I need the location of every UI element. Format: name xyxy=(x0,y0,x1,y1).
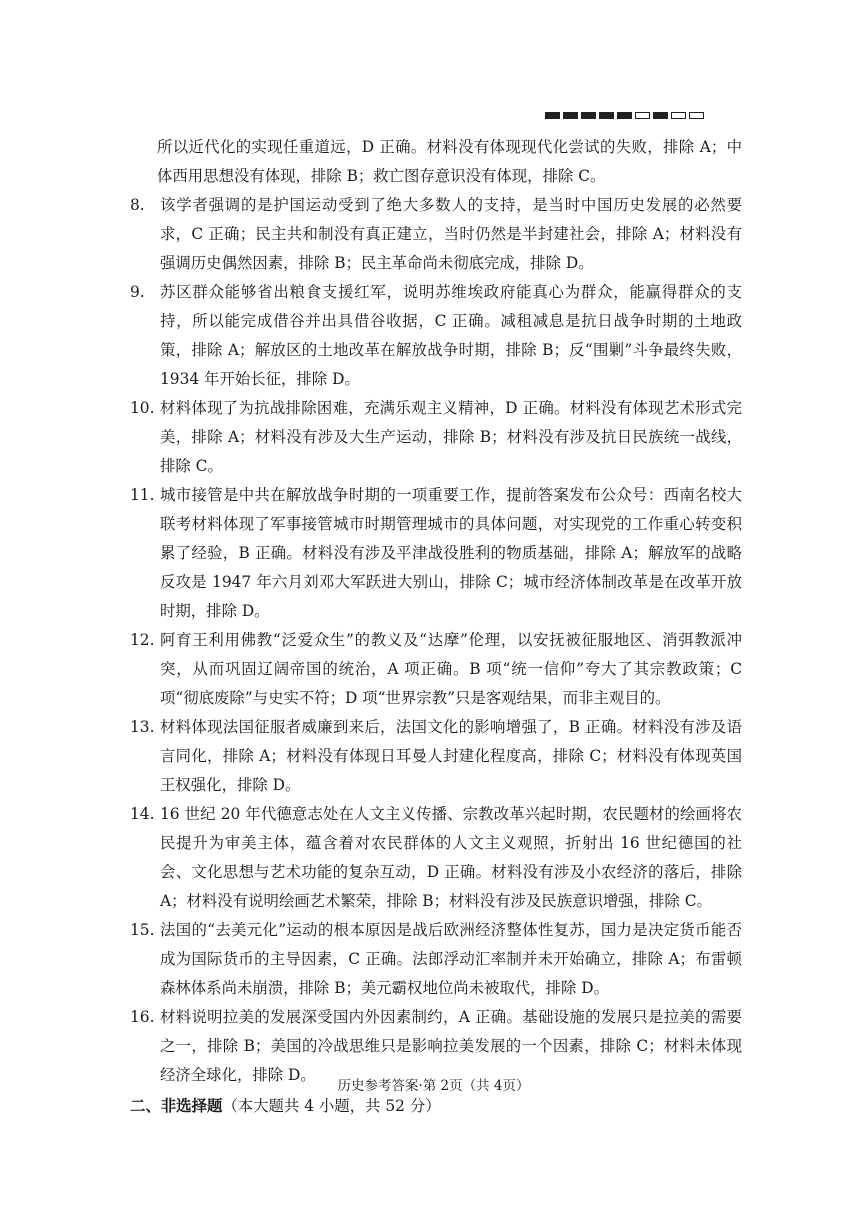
answer-number: 8. xyxy=(130,196,145,214)
progress-mark-1 xyxy=(545,112,560,119)
answer-text: 该学者强调的是护国运动受到了绝大多数人的支持，是当时中国历史发展的必然要求，C 正确；民主共和制没有真正建立，当时仍然是半封建社会，排除 A；材料没有强调历史偶然因素，排除 B；民主革命尚未彻底完成，排除 D。 xyxy=(160,196,742,272)
answer-text: 城市接管是中共在解放战争时期的一项重要工作，提前答案发布公众号：西南名校大联考材料体现了军事接管城市时期管理城市的具体问题，对实现党的工作重心转变积累了经验，B 正确。材料没有涉及平津战役胜利的物质基础，排除 A；解放军的战略反攻是 1947 年六月刘邓大军跃进大别山，排除 C；城市经济体制改革是在改革开放时期，排除 D。 xyxy=(160,486,742,620)
progress-mark-7 xyxy=(653,112,668,119)
answer-item-9 xyxy=(130,278,742,394)
answer-text: 材料体现法国征服者威廉到来后，法国文化的影响增强了，B 正确。材料没有涉及语言同化，排除 A；材料没有体现日耳曼人封建化程度高，排除 C；材料没有体现英国王权强化，排除 D。 xyxy=(160,718,742,794)
progress-mark-8 xyxy=(671,112,686,119)
section-note: （本大题共 4 小题，共 52 分） xyxy=(222,1097,441,1115)
progress-mark-2 xyxy=(563,112,578,119)
answer-item-14 xyxy=(130,800,742,916)
progress-mark-3 xyxy=(581,112,596,119)
progress-mark-5 xyxy=(617,112,632,119)
answer-item-10 xyxy=(130,394,742,481)
answer-item-11 xyxy=(130,481,742,626)
answer-text: 阿育王利用佛教“泛爱众生”的教义及“达摩”伦理，以安抚被征服地区、消弭教派冲突，从而巩固辽阔帝国的统治，A 项正确。B 项“统一信仰”夸大了其宗教政策；C 项“彻底废除”与史实不符；D 项“世界宗教”只是客观结果，而非主观目的。 xyxy=(160,631,742,707)
progress-mark-4 xyxy=(599,112,614,119)
answer-number: 9. xyxy=(130,283,145,301)
progress-mark-9 xyxy=(689,112,704,119)
answer-number: 14. xyxy=(130,805,155,823)
answer-number: 15. xyxy=(130,921,155,939)
answer-text: 材料说明拉美的发展深受国内外因素制约，A 正确。基础设施的发展只是拉美的需要之一，排除 B；美国的冷战思维只是影响拉美发展的一个因素，排除 C；材料未体现经济全球化，排除 D。 xyxy=(160,1008,742,1084)
answer-number: 10. xyxy=(130,399,155,417)
answer-number: 12. xyxy=(130,631,155,649)
answer-text: 法国的“去美元化”运动的根本原因是战后欧洲经济整体性复苏，国力是决定货币能否成为国际货币的主导因素，C 正确。法郎浮动汇率制并未开始确立，排除 A；布雷顿森林体系尚未崩溃，排除 B；美元霸权地位尚未被取代，排除 D。 xyxy=(160,921,742,997)
answer-text: 16 世纪 20 年代德意志处在人文主义传播、宗教改革兴起时期，农民题材的绘画将农民提升为审美主体，蕴含着对农民群体的人文主义观照，折射出 16 世纪德国的社会、文化思想与艺术功能的复杂互动，D 正确。材料没有涉及小农经济的落后，排除 A；材料没有说明绘画艺术繁荣，排除 B；材料没有涉及民族意识增强，排除 C。 xyxy=(160,805,742,910)
answer-item-8 xyxy=(130,191,742,278)
answer-item-15 xyxy=(130,916,742,1003)
progress-mark-6 xyxy=(635,112,650,119)
answer-text: 材料体现了为抗战排除困难，充满乐观主义精神，D 正确。材料没有体现艺术形式完美，排除 A；材料没有涉及大生产运动，排除 B；材料没有涉及抗日民族统一战线，排除 C。 xyxy=(160,399,742,475)
answer-number: 11. xyxy=(130,486,155,504)
answer-content xyxy=(130,133,742,1121)
progress-marks xyxy=(545,112,704,119)
continuation-paragraph: 所以近代化的实现任重道远，D 正确。材料没有体现现代化尝试的失败，排除 A；中体西用思想没有体现，排除 B；救亡图存意识没有体现，排除 C。 xyxy=(157,138,742,185)
answer-number: 13. xyxy=(130,718,155,736)
section-heading xyxy=(130,1092,742,1121)
answer-item-12 xyxy=(130,626,742,713)
answer-number: 16. xyxy=(130,1008,155,1026)
page-footer: 历史参考答案·第 2页（共 4页） xyxy=(337,1078,530,1094)
section-title: 二、非选择题 xyxy=(130,1097,223,1115)
answer-text: 苏区群众能够省出粮食支援红军，说明苏维埃政府能真心为群众，能赢得群众的支持，所以能完成借谷并出具借谷收据，C 正确。减租减息是抗日战争时期的土地政策，排除 A；解放区的土地改革在解放战争时期，排除 B；反“围剿”斗争最终失败，1934 年开始长征，排除 D。 xyxy=(160,283,742,388)
answer-item-13 xyxy=(130,713,742,800)
